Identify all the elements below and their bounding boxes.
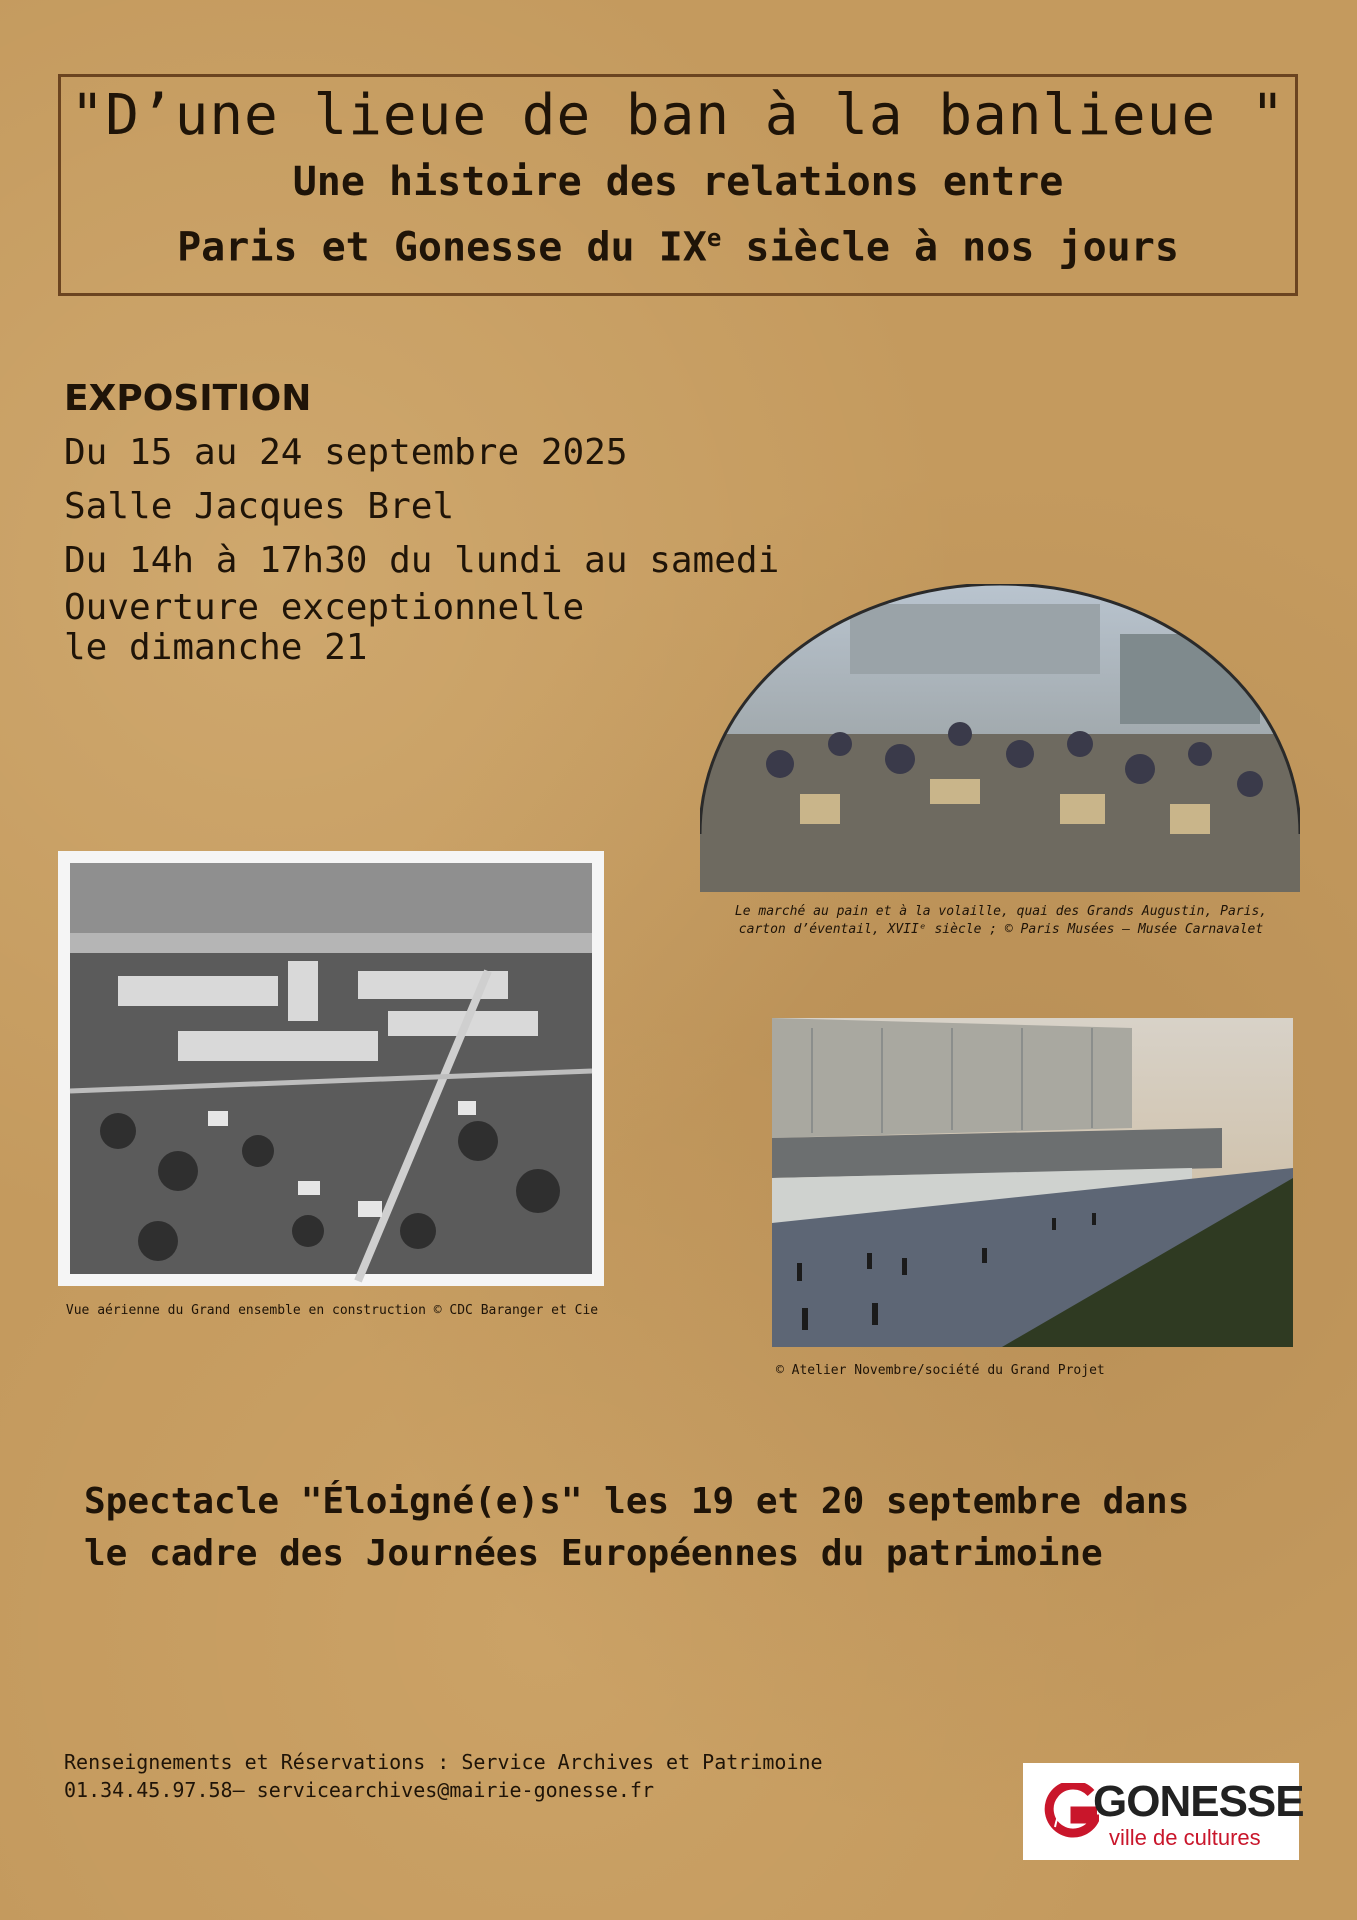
building-render-image <box>772 1018 1293 1347</box>
special-opening-line-2: le dimanche 21 <box>64 627 368 668</box>
contact-line-2: 01.34.45.97.58– servicearchives@mairie-gonesse.fr <box>64 1778 655 1802</box>
exhibition-info <box>64 372 779 668</box>
logo-wordmark: GONESSE <box>1093 1777 1304 1826</box>
aerial-photo-caption: Vue aérienne du Grand ensemble en construction © CDC Baranger et Cie <box>65 1303 599 1318</box>
logo-tagline: ville de cultures <box>1109 1825 1261 1850</box>
exhibition-subtitle <box>61 154 1295 275</box>
exhibition-hours: Du 14h à 17h30 du lundi au samedi <box>64 540 780 581</box>
exhibition-dates: Du 15 au 24 septembre 2025 <box>64 432 628 473</box>
contact-info <box>64 1748 823 1804</box>
subtitle-line-2: Paris et Gonesse du IXe siècle à nos jours <box>177 224 1179 271</box>
exhibition-label: EXPOSITION <box>64 378 312 419</box>
market-painting-caption: Le marché au pain et à la volaille, quai des Grands Augustin, Paris, carton d’éventail, XVIIᵉ siècle ; © Paris Musées – Musée Carnavalet <box>734 904 1268 937</box>
title-box <box>58 74 1298 296</box>
spectacle-line-1: Spectacle "Éloigné(e)s" les 19 et 20 septembre dans <box>84 1481 1190 1522</box>
gonesse-logo <box>1023 1763 1304 1860</box>
exhibition-title: "D’une lieue de ban à la banlieue " <box>70 83 1286 148</box>
building-render-caption: © Atelier Novembre/société du Grand Projet <box>776 1363 1105 1378</box>
aerial-photo-image <box>58 851 604 1286</box>
market-painting-image <box>700 584 1300 892</box>
exhibition-venue: Salle Jacques Brel <box>64 486 455 527</box>
contact-line-1: Renseignements et Réservations : Service Archives et Patrimoine <box>64 1750 823 1774</box>
spectacle-announcement <box>84 1476 1304 1580</box>
spectacle-line-2: le cadre des Journées Européennes du patrimoine <box>84 1533 1103 1574</box>
gonesse-wheat-icon <box>1041 1783 1099 1841</box>
subtitle-line-1: Une histoire des relations entre <box>292 159 1064 205</box>
special-opening-line-1: Ouverture exceptionnelle <box>64 587 585 628</box>
